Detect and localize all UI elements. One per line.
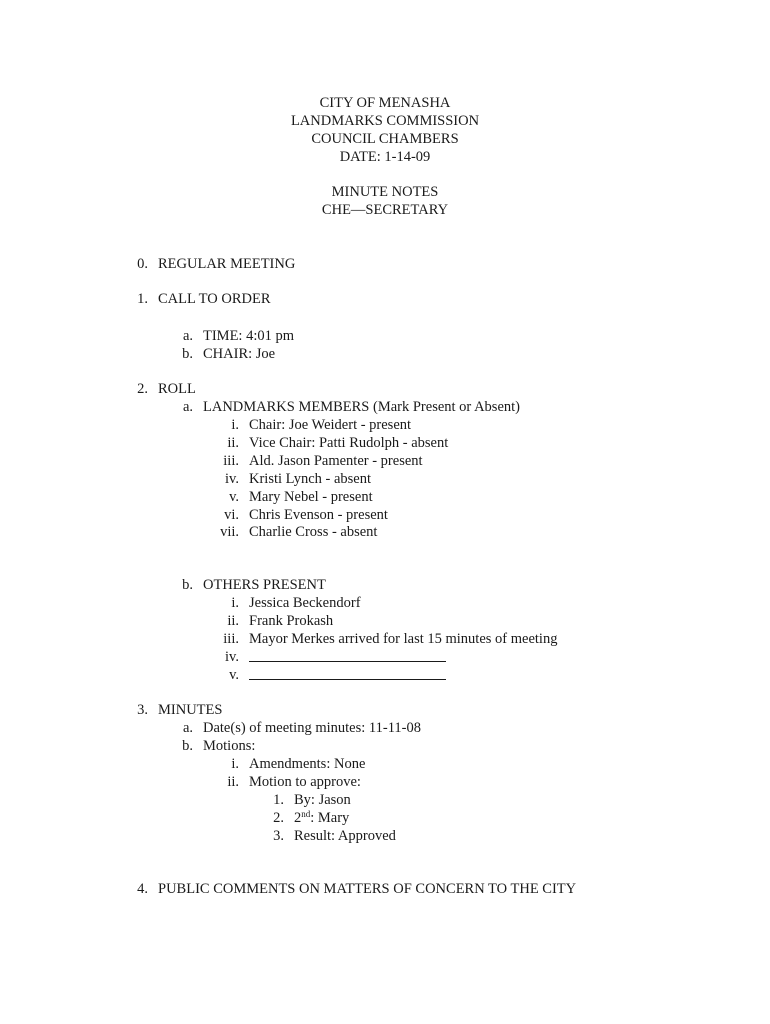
item-marker: b. [182,346,193,362]
item-marker: a. [182,720,193,736]
member-entry: Chris Evenson - present [249,507,388,523]
amendments: Amendments: None [249,756,366,772]
attendee-entry: Mayor Merkes arrived for last 15 minutes of meeting [249,631,558,647]
header-city: CITY OF MENASHA [319,95,451,111]
roman-marker: v. [229,667,239,683]
section-title-public-comments: PUBLIC COMMENTS ON MATTERS OF CONCERN TO THE CITY [158,881,577,897]
minutes-date: Date(s) of meeting minutes: 11-11-08 [203,720,421,736]
roman-marker: v. [229,489,239,505]
motion-result: Result: Approved [294,828,396,844]
number-marker: 1. [273,792,284,808]
attendee-entry: Jessica Beckendorf [249,595,361,611]
number-marker: 3. [273,828,284,844]
member-entry: Ald. Jason Pamenter - present [249,453,423,469]
ordinal-number: 2 [294,810,302,826]
others-present-heading: OTHERS PRESENT [203,577,326,593]
section-number: 3. [137,702,148,718]
item-marker: b. [182,577,193,593]
section-number: 2. [137,381,148,397]
item-marker: a. [182,399,193,415]
fill-in-blank [249,648,446,662]
roman-marker: iii. [223,453,239,469]
roman-marker: iii. [223,631,239,647]
ordinal-suffix: nd [301,809,311,819]
item-marker: b. [182,738,193,754]
section-number: 1. [137,291,148,307]
call-time: TIME: 4:01 pm [203,328,295,344]
header-location: COUNCIL CHAMBERS [311,131,459,147]
header-secretary: CHE—SECRETARY [321,202,449,218]
header-doc-type: MINUTE NOTES [331,184,439,200]
roman-marker: vii. [220,524,239,540]
landmarks-members-heading: LANDMARKS MEMBERS (Mark Present or Absent) [203,399,520,415]
roman-marker: vi. [224,507,239,523]
roman-marker: iv. [225,471,239,487]
member-entry: Kristi Lynch - absent [249,471,372,487]
roman-marker: ii. [227,613,239,629]
motions-heading: Motions: [203,738,256,754]
member-entry: Vice Chair: Patti Rudolph - absent [249,435,449,451]
roman-marker: i. [231,756,239,772]
call-chair: CHAIR: Joe [203,346,276,362]
section-title-roll: ROLL [158,381,196,397]
second-by-name: : Mary [310,810,350,826]
roman-marker: ii. [227,774,239,790]
roman-marker: i. [231,417,239,433]
attendee-blank-line [249,666,446,685]
motion-second [294,809,349,827]
header-commission: LANDMARKS COMMISSION [290,113,480,129]
member-entry: Charlie Cross - absent [249,524,378,540]
fill-in-blank [249,666,446,680]
section-title-call-to-order: CALL TO ORDER [158,291,271,307]
roman-marker: iv. [225,649,239,665]
item-marker: a. [182,328,193,344]
roman-marker: ii. [227,435,239,451]
section-number: 4. [137,881,148,897]
motion-to-approve: Motion to approve: [249,774,361,790]
section-title-regular-meeting: REGULAR MEETING [158,256,296,272]
section-number: 0. [137,256,148,272]
motion-by: By: Jason [294,792,351,808]
member-entry: Chair: Joe Weidert - present [249,417,412,433]
roman-marker: i. [231,595,239,611]
attendee-entry: Frank Prokash [249,613,334,629]
section-title-minutes: MINUTES [158,702,223,718]
header-date: DATE: 1-14-09 [339,149,431,165]
member-entry: Mary Nebel - present [249,489,373,505]
number-marker: 2. [273,810,284,826]
attendee-blank-line [249,648,446,667]
